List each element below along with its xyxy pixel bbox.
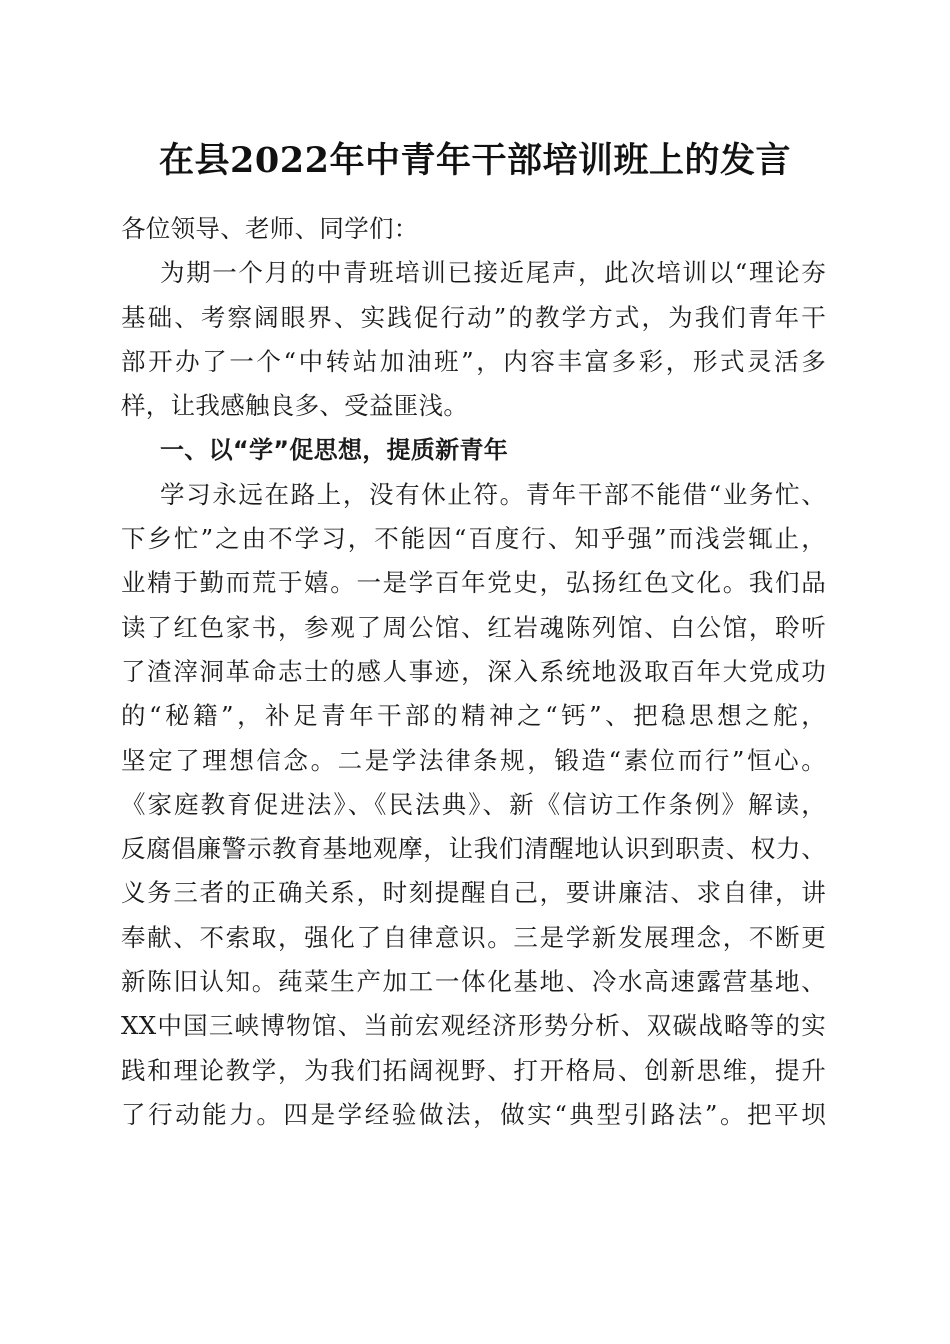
body-line: 读了红色家书，参观了周公馆、红岩魂陈列馆、白公馆，聆听: [121, 612, 826, 642]
body-line: 了行动能力。四是学经验做法，做实“典型引路法”。把平坝: [121, 1099, 826, 1129]
intro-line: 为期一个月的中青班培训已接近尾声，此次培训以“理论夯: [160, 258, 826, 288]
document-title: 在县2022年中青年干部培训班上的发言: [159, 140, 791, 181]
body-line: 义务三者的正确关系，时刻提醒自己，要讲廉洁、求自律，讲: [121, 878, 826, 908]
body-line: 下乡忙”之由不学习，不能因“百度行、知乎强”而浅尝辄止，: [121, 524, 826, 554]
intro-line: 样，让我感触良多、受益匪浅。: [121, 391, 469, 421]
salutation: 各位领导、老师、同学们：: [121, 214, 419, 243]
section-heading: 一、以“学”促思想，提质新青年: [160, 436, 509, 465]
body-line: 业精于勤而荒于嬉。一是学百年党史，弘扬红色文化。我们品: [121, 568, 826, 598]
body-line: 新陈旧认知。莼菜生产加工一体化基地、冷水高速露营基地、: [121, 967, 826, 997]
body-line: 反腐倡廉警示教育基地观摩，让我们清醒地认识到职责、权力、: [121, 834, 826, 864]
body-line: 的“秘籍”，补足青年干部的精神之“钙”、把稳思想之舵，: [121, 701, 826, 731]
body-line: 坚定了理想信念。二是学法律条规，锻造“素位而行”恒心。: [121, 745, 826, 775]
body-line: 了渣滓洞革命志士的感人事迹，深入系统地汲取百年大党成功: [121, 656, 826, 686]
body-line: 学习永远在路上，没有休止符。青年干部不能借“业务忙、: [160, 479, 826, 509]
body-line: 践和理论教学，为我们拓阔视野、打开格局、创新思维，提升: [121, 1055, 826, 1085]
intro-line: 部开办了一个“中转站加油班”，内容丰富多彩，形式灵活多: [121, 346, 826, 376]
body-line: XX中国三峡博物馆、当前宏观经济形势分析、双碳战略等的实: [121, 1011, 826, 1041]
document-body: [121, 207, 826, 1137]
intro-line: 基础、考察阔眼界、实践促行动”的教学方式，为我们青年干: [121, 302, 826, 332]
body-line: 《家庭教育促进法》、《民法典》、新《信访工作条例》解读，: [121, 789, 826, 819]
body-line: 奉献、不索取，强化了自律意识。三是学新发展理念，不断更: [121, 922, 826, 952]
